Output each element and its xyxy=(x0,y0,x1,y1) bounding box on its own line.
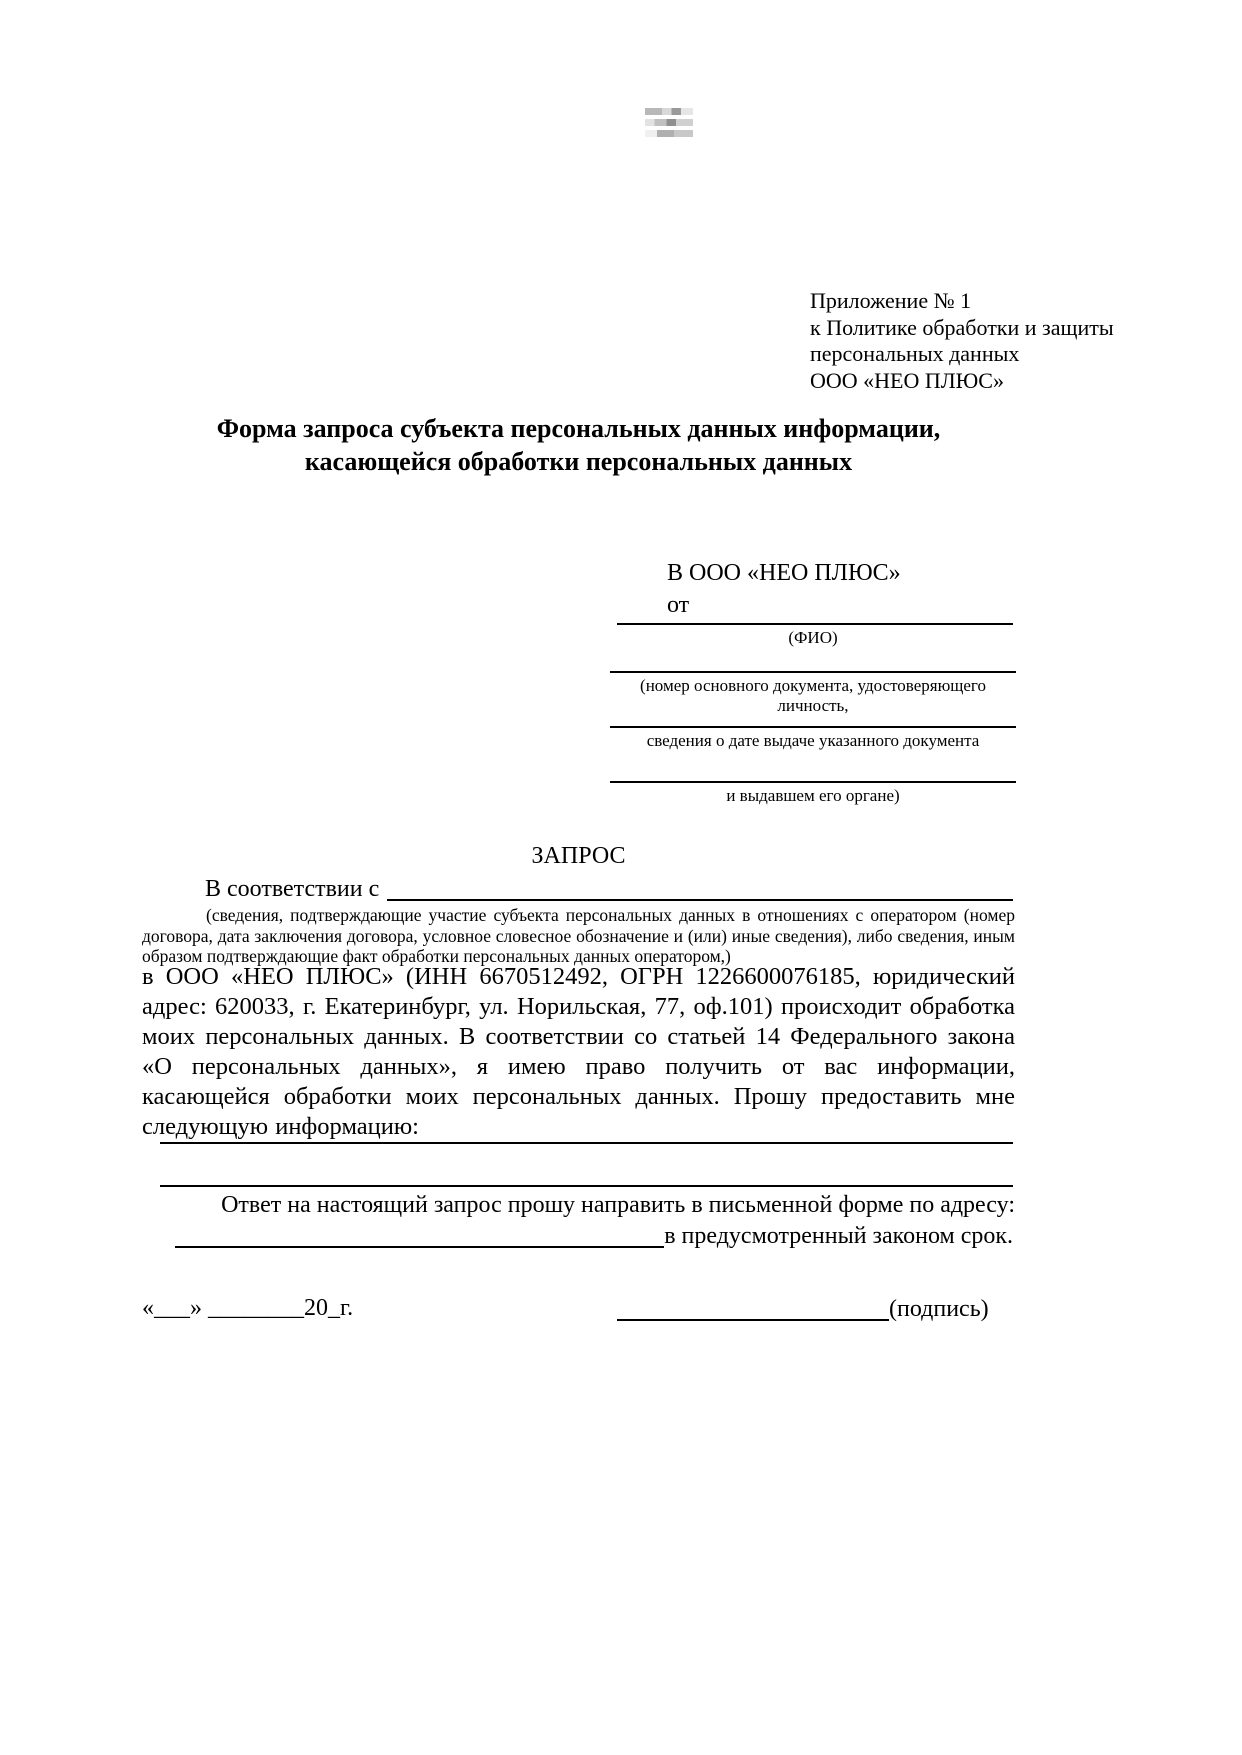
basis-line xyxy=(205,875,1013,903)
issuing-authority-field-caption: и выдавшем его органе) xyxy=(726,786,900,805)
fio-field-caption: (ФИО) xyxy=(788,628,838,647)
request-body: в ООО «НЕО ПЛЮС» (ИНН 6670512492, ОГРН 1226600076185, юридический адрес: 620033, г. Екатеринбург, ул. Норильская, 77, оф.101) происходит обработка моих персональных данных. В соответствии со статьей 14 Федерального закона «О персональных данных», я имею право получить от вас информации, касающейся обработки моих персональных данных. Прошу предоставить мне следующую информацию: xyxy=(142,963,1015,1140)
blank-info-line-1 xyxy=(160,1142,1013,1144)
signature-block xyxy=(617,1295,987,1323)
appendix-line-4: ООО «НЕО ПЛЮС» xyxy=(810,367,1004,393)
appendix-line-3: персональных данных xyxy=(810,341,1020,366)
document-title-line-1: Форма запроса субъекта персональных данных информации, xyxy=(216,414,941,443)
reply-sentence: Ответ на настоящий запрос прошу направить в письменной форме по адресу: xyxy=(221,1192,1015,1218)
address-fill-line xyxy=(175,1222,664,1248)
addressee-to: В ООО «НЕО ПЛЮС» xyxy=(667,560,901,586)
issue-date-field-line xyxy=(610,726,1016,728)
signature-fill-line xyxy=(617,1295,889,1321)
basis-prefix: В соответствии с xyxy=(205,876,380,902)
date-blank: «___» ________20_г. xyxy=(142,1295,354,1321)
request-heading: ЗАПРОС xyxy=(531,843,626,869)
signature-caption: (подпись) xyxy=(889,1296,989,1322)
blank-info-line-2 xyxy=(160,1185,1013,1187)
appendix-line-1: Приложение № 1 xyxy=(810,288,972,313)
appendix-line-2: к Политике обработки и защиты xyxy=(810,314,1114,340)
issuing-authority-field-line xyxy=(610,781,1016,783)
document-title-line-2: касающейся обработки персональных данных xyxy=(304,447,853,476)
basis-fine-print: (сведения, подтверждающие участие субъекта персональных данных в отношениях с оператором (номер договора, дата заключения договора, условное словесное обозначение и (или) иные сведения), либо сведения, иным образом подтверждающие факт обработки персональных данных оператором,) xyxy=(142,905,1015,966)
appendix-block xyxy=(810,288,1114,394)
basis-fill-line xyxy=(387,875,1013,901)
document-number-field-line xyxy=(610,671,1016,673)
document-number-field-caption: (номер основного документа, удостоверяющего личность, xyxy=(640,676,986,715)
addressee-from-label: от xyxy=(667,592,690,618)
issue-date-field-caption: сведения о дате выдаче указанного документа xyxy=(646,731,980,750)
fio-field-line xyxy=(617,623,1013,625)
deadline-suffix: в предусмотренный законом срок. xyxy=(664,1223,1013,1249)
blurred-logo-image xyxy=(645,106,693,140)
reply-address-line xyxy=(175,1222,1013,1250)
document-title xyxy=(142,412,1015,478)
